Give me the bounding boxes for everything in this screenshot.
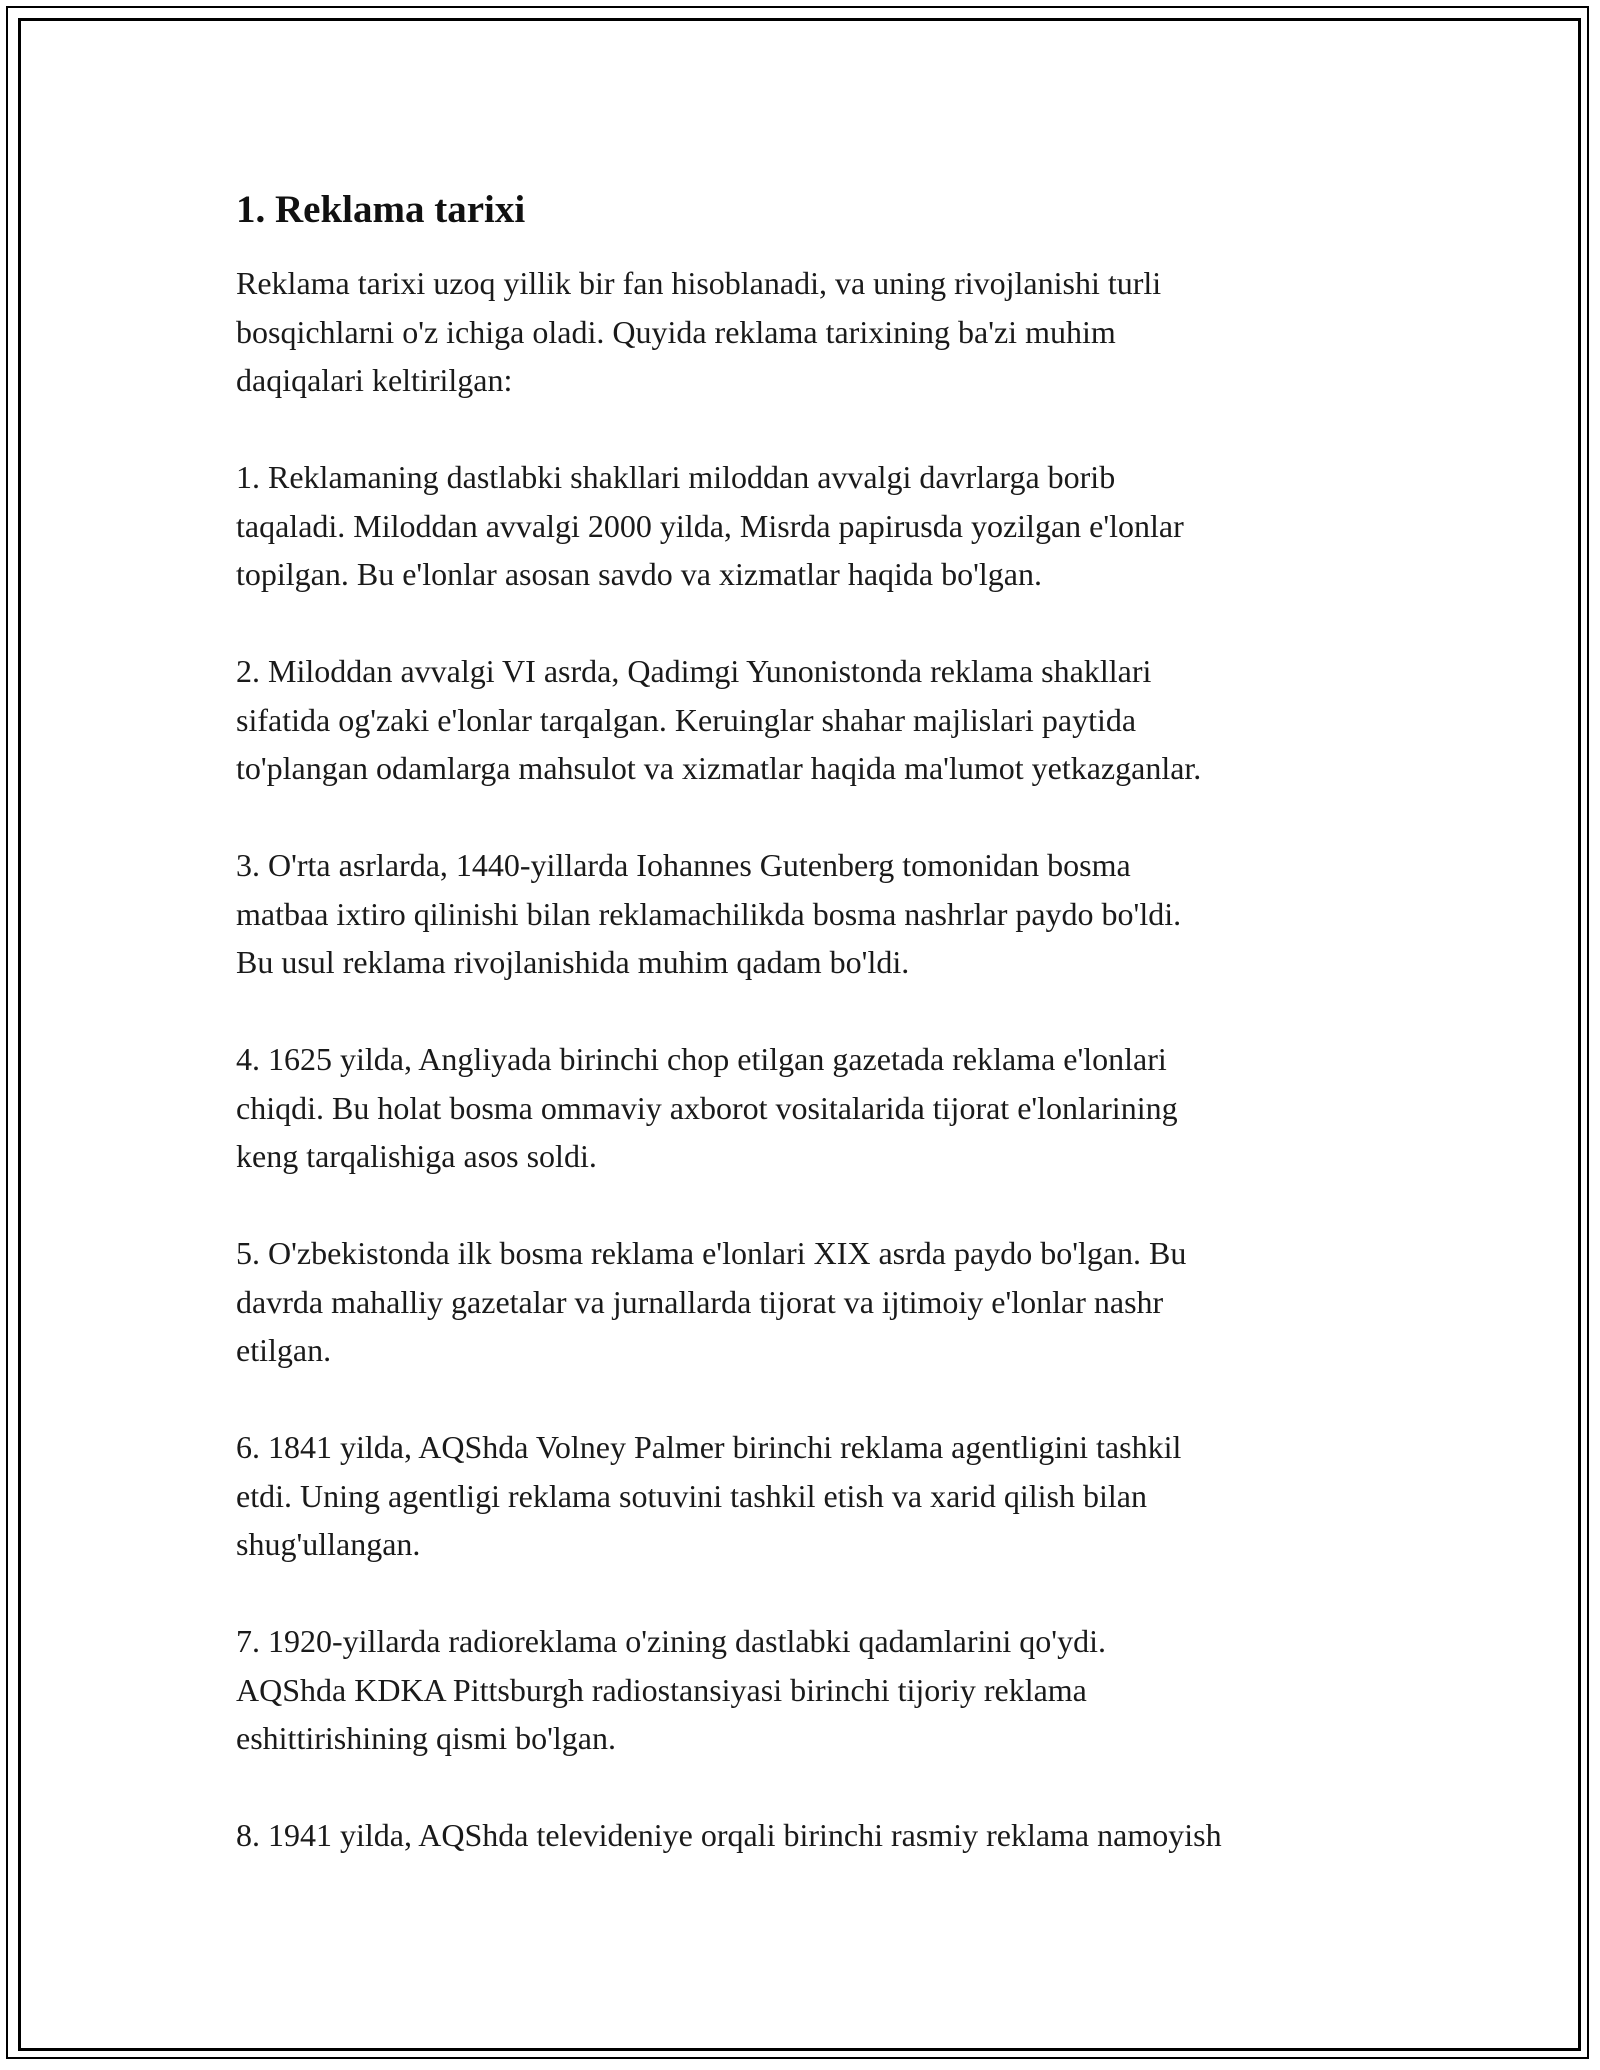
section-heading: 1. Reklama tarixi (236, 188, 526, 231)
list-item-1: 1. Reklamaning dastlabki shakllari miloddan avvalgi davrlarga borib taqaladi. Miloddan avvalgi 2000 yilda, Misrda papirusda yozilgan e'lonlar topilgan. Bu e'lonlar asosan savdo va xizmatlar haqida bo'lgan. (236, 459, 1184, 592)
list-item-5: 5. O'zbekistonda ilk bosma reklama e'lonlari XIX asrda paydo bo'lgan. Bu davrda mahalliy gazetalar va jurnallarda tijorat va ijtimoiy e'lonlar nashr etilgan. (236, 1235, 1187, 1368)
document-body (236, 186, 1396, 1908)
list-item-6: 6. 1841 yilda, AQShda Volney Palmer birinchi reklama agentligini tashkil etdi. Uning agentligi reklama sotuvini tashkil etish va xarid qilish bilan shug'ullangan. (236, 1429, 1182, 1562)
intro-paragraph: Reklama tarixi uzoq yillik bir fan hisoblanadi, va uning rivojlanishi turli bosqichlarni o'z ichiga oladi. Quyida reklama tarixining ba'zi muhim daqiqalari keltirilgan: (236, 265, 1162, 398)
list-item-2: 2. Miloddan avvalgi VI asrda, Qadimgi Yunonistonda reklama shakllari sifatida og'zaki e'lonlar tarqalgan. Keruinglar shahar majlislari paytida to'plangan odamlarga mahsulot va xizmatlar haqida ma'lumot yetkazganlar. (236, 653, 1202, 786)
list-item-8: 8. 1941 yilda, AQShda televideniye orqali birinchi rasmiy reklama namoyish (236, 1817, 1222, 1853)
list-item-7: 7. 1920-yillarda radioreklama o'zining dastlabki qadamlarini qo'ydi. AQShda KDKA Pittsburgh radiostansiyasi birinchi tijoriy reklama eshittirishining qismi bo'lgan. (236, 1623, 1106, 1756)
list-item-3: 3. O'rta asrlarda, 1440-yillarda Iohannes Gutenberg tomonidan bosma matbaa ixtiro qilinishi bilan reklamachilikda bosma nashrlar paydo bo'ldi. Bu usul reklama rivojlanishida muhim qadam bo'ldi. (236, 847, 1182, 980)
list-item-4: 4. 1625 yilda, Angliyada birinchi chop etilgan gazetada reklama e'lonlari chiqdi. Bu holat bosma ommaviy axborot vositalarida tijorat e'lonlarining keng tarqalishiga asos soldi. (236, 1041, 1178, 1174)
